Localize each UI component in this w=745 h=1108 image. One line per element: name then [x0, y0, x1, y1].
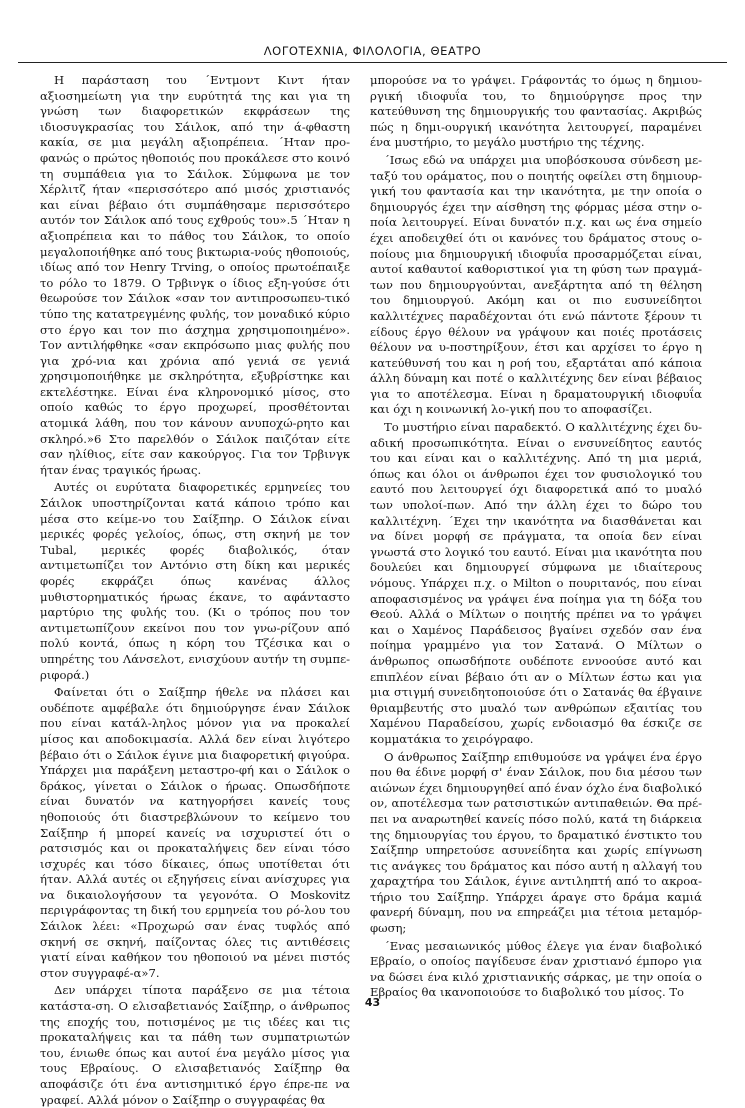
paragraph: μπορούσε να το γράψει. Γράφοντάς το όμως η δημιου-ργική ιδιοφυΐα του, το δημιούργησε προς την κατεύθυνση της δημιουργικής του φαντασίας. Ακριβώς πώς η δημι-ουργική ικανότητα λειτουργεί, παραμένει ένα μυστήριο, το μεγάλο μυστήριο της τέχνης.: [370, 73, 702, 150]
paragraph: Το μυστήριο είναι παραδεκτό. Ο καλλιτέχνης έχει δυ-αδική προσωπικότητα. Είναι ο ενσυνείδητος εαυτός του και είναι και ο καλλιτέχνης. Από τη μια μεριά, όπως και όλοι οι άνθρωποι έχει τον φυσιολογικό του εαυτό που λειτουργεί όχι διαφορετικά από το μυαλό των υπολοί-πων. Από την άλλη έχει το δώρο του καλλιτέχνη. ΄Εχει την ικανότητα να διασθάνεται και να δίνει μορφή σε πράγματα, τα οποία δεν είναι γνωστά στο λογικό του εαυτό. Είναι μια ικανότητα που δουλεύει και δημιουργεί σύμφωνα με ιδιαίτερους νόμους. Υπάρχει π.χ. ο Milton ο πουριτανός, που είναι αποφασισμένος να γράψει ένα ποίημα για τη δόξα του Θεού. Αλλά ο Μίλτων ο ποιητής πρέπει να το γράψει και ο Χαμένος Παράδεισος βγαίνει σχεδόν σαν ένα ποίημα γραμμένο για τον Σατανά. Ο Μίλτων ο άνθρωπος οπωσδήποτε ουδέποτε εννοούσε αυτό και επιπλέον είναι βέβαιο ότι αν ο Μίλτων έστω και για μια στιγμή συνειδητοποιούσε ότι ο Σατανάς θα έβγαινε θριαμβευτής στο μυαλό των ανθρώπων εξαιτίας του Χαμένου Παραδείσου, χωρίς ενδοιασμό θα έσκιζε σε κομματάκια το χειρόγραφο.: [370, 420, 702, 746]
left-column: [40, 73, 350, 1107]
paragraph: Φαίνεται ότι ο Σαίξπηρ ήθελε να πλάσει και ουδέποτε αμφέβαλε ότι δημιούργησε έναν Σάιλοκ που είναι κατάλ-ληλος μόνον για να προκαλεί μίσος και αποδοκιμασία. Αλλά δεν είναι λιγότερο βέβαιο ότι ο Σάιλοκ έγινε μια διαφορετική φιγούρα. Υπάρχει μια παράξενη μεταστρο-φή και ο Σάιλοκ ο δράκος, γίνεται ο Σάιλοκ ο ήρωας. Οπωσδήποτε είναι δυνατόν να κατηγορήσει κανείς τους ηθοποιούς ότι διαστρεβλώνουν το κείμενο του Σαίξπηρ ή μπορεί κανείς να ισχυριστεί ότι ο ρατσισμός και οι προκαταλήψεις δεν είναι τόσο ισχυρές και τόσο δίκαιες, όπως υποτίθεται ότι ήταν. Αλλά αυτές οι εξηγήσεις είναι ανίσχυρες για να δικαιολογήσουν τα γεγονότα. Ο Moskovitz περιγράφοντας τη δική του ερμηνεία του ρό-λου του Σάιλοκ λέει: «Προχωρώ σαν ένας τυφλός από σκηνή σε σκηνή, παίζοντας όλες τις αντιθέσεις γιατί είναι καθήκον του ηθοποιού να μένει πιστός στον συγγραφέ-α»7.: [40, 685, 350, 980]
paragraph: Η παράσταση του ΄Εντμοντ Κιντ ήταν αξιοσημείωτη για την ευρύτητά της και για τη γνώση των διαφορετικών εκφράσεων της ιδιοσυγκρασίας του Σάιλοκ, από την ά-φθαστη κακία, σε μια μεγάλη αξιοπρέπεια. ΄Ηταν προ-φανώς ο πρώτος ηθοποιός που προκάλεσε στο κοινό τη συμπάθεια για το Σάιλοκ. Σύμφωνα με τον Χέρλιτζ ήταν «περισσότερο από μισός χριστιανός και είναι βέβαιο ότι συμπάθησαμε περισσότερο αυτόν τον Σάιλοκ από τους εχθρούς του».5 ΄Ηταν η αξιοπρέπεια και το πάθος του Σάιλοκ, το οποίο μεγαλοποιήθηκε από τους βικτωρια-νούς ηθοποιούς, ιδίως από τον Henry Trving, ο οποίος πρωτοέπαιξε το ρόλο το 1879. Ο Τρβινγκ ο ίδιος εξη-γούσε ότι θεωρούσε τον Σάιλοκ «σαν τον αντιπροσωπευ-τικό τύπο της κατατρεγμένης φυλής, τον μοναδικό κύριο στο έργο και τον πιο άσχημα χρησιμοποιημένο». Τον αντιλήφθηκε «σαν εκπρόσωπο μιας φυλής που για χρό-νια και χρόνια από γενιά σε γενιά χρησιμοποιήθηκε με σκληρότητα, εξυβρίστηκε και εκτελέστηκε. Είναι ένα κληρονομικό μίσος, στο οποίο καθώς το έργο προχωρεί, προσθέτονται ατομικά λάθη, που τον κάνουν ανυποχώ-ρητο και σκληρό.»6 Στο παρελθόν ο Σάιλοκ παιζόταν είτε σαν ηλίθιος, είτε σαν κακούργος. Για τον Τρβινγκ ήταν ένας τραγικός ήρωας.: [40, 73, 350, 477]
paragraph: Αυτές οι ευρύτατα διαφορετικές ερμηνείες του Σάιλοκ υποστηρίζονται κατά κάποιο τρόπο και μέσα στο κείμε-νο του Σαίξπηρ. Ο Σάιλοκ είναι μερικές φορές γελοίος, όπως, στη σκηνή με τον Tubal, μερικές φορές διαβολικός, όταν αντιμετωπίζει τον Αντόνιο στη δίκη και μερικές φορές εκφράζει όπως κανένας άλλος μυθιστορηματικός ήρωας έκανε, το αφάνταστο μαρτύριο της φυλής του. (Κι ο τρόπος που τον αντιμετωπίζουν εκείνοι που τον γνω-ρίζουν από πολύ κοντά, όπως η κόρη του Τζέσικα και ο υπηρέτης του Λάνσελοτ, ενισχύουν αυτήν τη συμπε-ριφορά.): [40, 480, 350, 682]
paragraph: ΄Ισως εδώ να υπάρχει μια υποβόσκουσα σύνδεση με-ταξύ του οράματος, που ο ποιητής οφείλει στη δημιουρ-γική του φαντασία και την ικανότητα, με την οποία ο δημιουργός έχει την αίσθηση της φόρμας μέσα στην ο-ποία λειτουργεί. Είναι δυνατόν π.χ. και ως ένα σημείο έχει αποδειχθεί ότι οι κανόνες του δράματος στους ο-ποίους μια δημιουργική ιδιοφυΐα προσαρμόζεται είναι, αυτοί καθαυτοί καθοριστικοί για τη φύση των πραγμά-των που δημιουργούνται, ανεξάρτητα από τη θέληση του δημιουργού. Ακόμη και οι πιο ευσυνείδητοι καλλιτέχνες παραδέχονται ότι ενώ πάντοτε ξέρουν τι είδους έργο θέλουν να γράψουν και ποιές προτάσεις θέλουν να υ-ποστηρίξουν, έτσι και αρχίσει το έργο η κατεύθυνσή του και η ροή του, εξαρτάται από κάποια άλλη δύναμη και ποτέ ο καλλιτέχνης δεν είναι βέβαιος για το αποτέλεσμα. Είναι η δραματουργική ιδιοφυΐα και όχι η κοινωνική λο-γική που το αποφασίζει.: [370, 152, 702, 417]
header-rule: [18, 62, 727, 63]
paragraph: ΄Ενας μεσαιωνικός μύθος έλεγε για έναν διαβολικό Εβραίο, ο οποίος παγίδευσε έναν χριστιανό έμπορο για να δώσει ένα κιλό χριστιανικής σάρκας, με την οποία ο Εβραίος θα ικανοποιούσε το διαβολικό του μίσος. Το: [370, 938, 702, 1000]
paragraph: Ο άνθρωπος Σαίξπηρ επιθυμούσε να γράψει ένα έργο που θα έδινε μορφή σ' έναν Σάιλοκ, που δια μέσου των αιώνων έχει δημιουργηθεί από έναν όχλο ένα διαβολικό ον, αποτέλεσμα των ρατσιστικών αντιπαθειών. Θα πρέ-πει να αναρωτηθεί κανείς πόσο πολύ, κατά τη διάρκεια της δημιουργίας του έργου, το δραματικό ένστικτο του Σαίξπηρ υπηρετούσε ασυνείδητα και χωρίς επίγνωση τις ανάγκες του δράματος και πόσο αυτή η αλλαγή του χαραχτήρα του Σάιλοκ, έγινε αντιληπτή από το ακροα-τήριο του Σαίξπηρ. Υπάρχει άραγε στο δράμα καμιά φανερή δύναμη, που να επηρεάζει μια τέτοια μεταμόρ-φωση;: [370, 749, 702, 936]
paragraph: Δεν υπάρχει τίποτα παράξενο σε μια τέτοια κατάστα-ση. Ο ελισαβετιανός Σαίξπηρ, ο άνθρωπος της εποχής του, ποτισμένος με τις ιδέες και τις προκαταλήψεις και τα πάθη των συμπατριωτών του, ένιωθε όπως και αυτοί ένα μεγάλο μίσος για τους Εβραίους. Ο ελισαβετιανός Σαίξπηρ θα αποφάσιζε ότι ένα αντισημιτικό έργο έπρε-πε να γραφεί. Αλλά μόνον ο Σαίξπηρ ο συγγραφέας θα: [40, 983, 350, 1107]
page-number: 43: [364, 996, 381, 1009]
running-header: ΛΟΓΟΤΕΧΝΙΑ, ΦΙΛΟΛΟΓΙΑ, ΘΕΑΤΡΟ: [263, 44, 482, 58]
right-column: [370, 73, 702, 1000]
